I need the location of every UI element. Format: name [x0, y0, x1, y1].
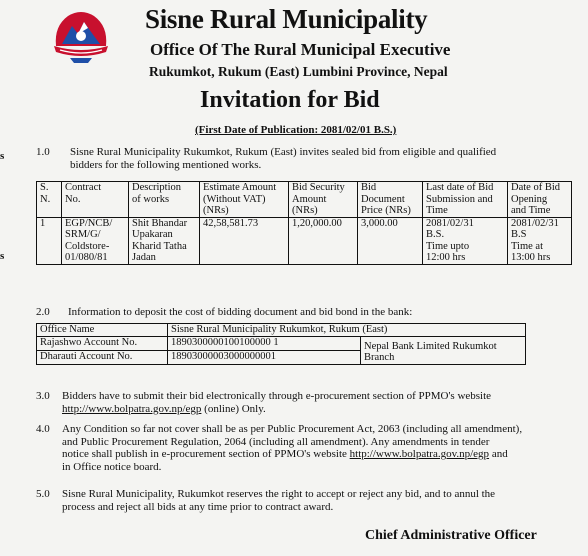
text-line: (online) Only.	[201, 402, 266, 415]
office-name-value: Sisne Rural Municipality Rukumkot, Rukum (East)	[168, 324, 526, 337]
text-line: Bidders have to submit their bid electronically through e-procurement section of PPMO's website	[62, 390, 492, 402]
cell-opening: 2081/02/31 B.S Time at 13:00 hrs	[508, 217, 572, 264]
header-estimate: Estimate Amount (Without VAT) (NRs)	[200, 182, 289, 218]
text-line: Any Condition so far not cover shall be as per Public Procurement Act, 2063 (including all amendment),	[62, 423, 523, 435]
bolpatra-link[interactable]: http://www.bolpatra.gov.np/egp	[349, 448, 490, 460]
table-row	[37, 217, 572, 264]
section-5-text	[62, 488, 582, 513]
text-line: notice shall publish in e-procurement section of PPMO's website	[62, 448, 350, 460]
dharauti-label: Dharauti Account No.	[37, 350, 168, 364]
section-number: 4.0	[36, 423, 50, 435]
municipality-emblem-icon	[50, 6, 112, 64]
publication-date: (First Date of Publication: 2081/02/01 B.S.)	[195, 124, 397, 136]
bid-table	[36, 181, 572, 265]
municipality-title: Sisne Rural Municipality	[145, 4, 428, 34]
cell-sn: 1	[37, 217, 62, 264]
section-1-text	[70, 146, 580, 171]
office-title: Office Of The Rural Municipal Executive	[150, 40, 451, 59]
text-line: in Office notice board.	[62, 460, 162, 473]
section-3-text	[62, 390, 577, 415]
text-line: and Public Procurement Regulation, 2064 (including all amendment). Any amendments in tender	[62, 435, 490, 448]
section-number: 5.0	[36, 488, 50, 500]
section-4-text	[62, 423, 582, 473]
section-number: 2.0	[36, 306, 50, 318]
bolpatra-link[interactable]: http://www.bolpatra.gov.np/egp	[62, 402, 202, 415]
office-name-label: Office Name	[37, 324, 168, 337]
cell-estimate: 42,58,581.73	[200, 217, 289, 264]
header-description: Description of works	[129, 182, 200, 218]
table-header-row	[37, 182, 572, 218]
text-line: Sisne Rural Municipality, Rukumkot reserves the right to accept or reject any bid, and to annul the	[62, 488, 496, 500]
cell-contract: EGP/NCB/ SRM/G/ Coldstore- 01/080/81	[62, 217, 129, 264]
section-number: 1.0	[36, 146, 50, 158]
edge-mark: s	[0, 150, 5, 162]
text-line: bidders for the following mentioned works.	[70, 158, 262, 171]
text-line: and	[489, 448, 508, 460]
office-address: Rukumkot, Rukum (East) Lumbini Province, Nepal	[149, 64, 448, 79]
header-document: Bid Document Price (NRs)	[358, 182, 423, 218]
text-line: process and reject all bids at any time prior to contract award.	[62, 500, 334, 513]
section-number: 3.0	[36, 390, 50, 402]
cell-security: 1,20,000.00	[289, 217, 358, 264]
text-line: Sisne Rural Municipality Rukumkot, Rukum (East) invites sealed bid from eligible and qualified	[70, 146, 497, 158]
section-2-text: Information to deposit the cost of bidding document and bid bond in the bank:	[68, 306, 413, 318]
header-sn: S. N.	[37, 182, 62, 218]
cell-description: Shit Bhandar Upakaran Kharid Tatha Jadan	[129, 217, 200, 264]
table-row	[37, 336, 526, 350]
rajashwo-label: Rajashwo Account No.	[37, 336, 168, 350]
header-contract: Contract No.	[62, 182, 129, 218]
bank-name: Nepal Bank Limited Rukumkot Branch	[361, 336, 526, 364]
header-opening: Date of Bid Opening and Time	[508, 182, 572, 218]
edge-mark: s	[0, 250, 5, 262]
header-security: Bid Security Amount (NRs)	[289, 182, 358, 218]
rajashwo-value: 1890300000100100000 1	[168, 336, 361, 350]
cell-document: 3,000.00	[358, 217, 423, 264]
table-row	[37, 324, 526, 337]
cell-submission: 2081/02/31 B.S. Time upto 12:00 hrs	[423, 217, 508, 264]
notice-heading: Invitation for Bid	[200, 87, 380, 113]
header-submission: Last date of Bid Submission and Time	[423, 182, 508, 218]
account-table	[36, 323, 526, 365]
signature-title: Chief Administrative Officer	[365, 528, 537, 543]
dharauti-value: 18903000003000000001	[168, 350, 361, 364]
